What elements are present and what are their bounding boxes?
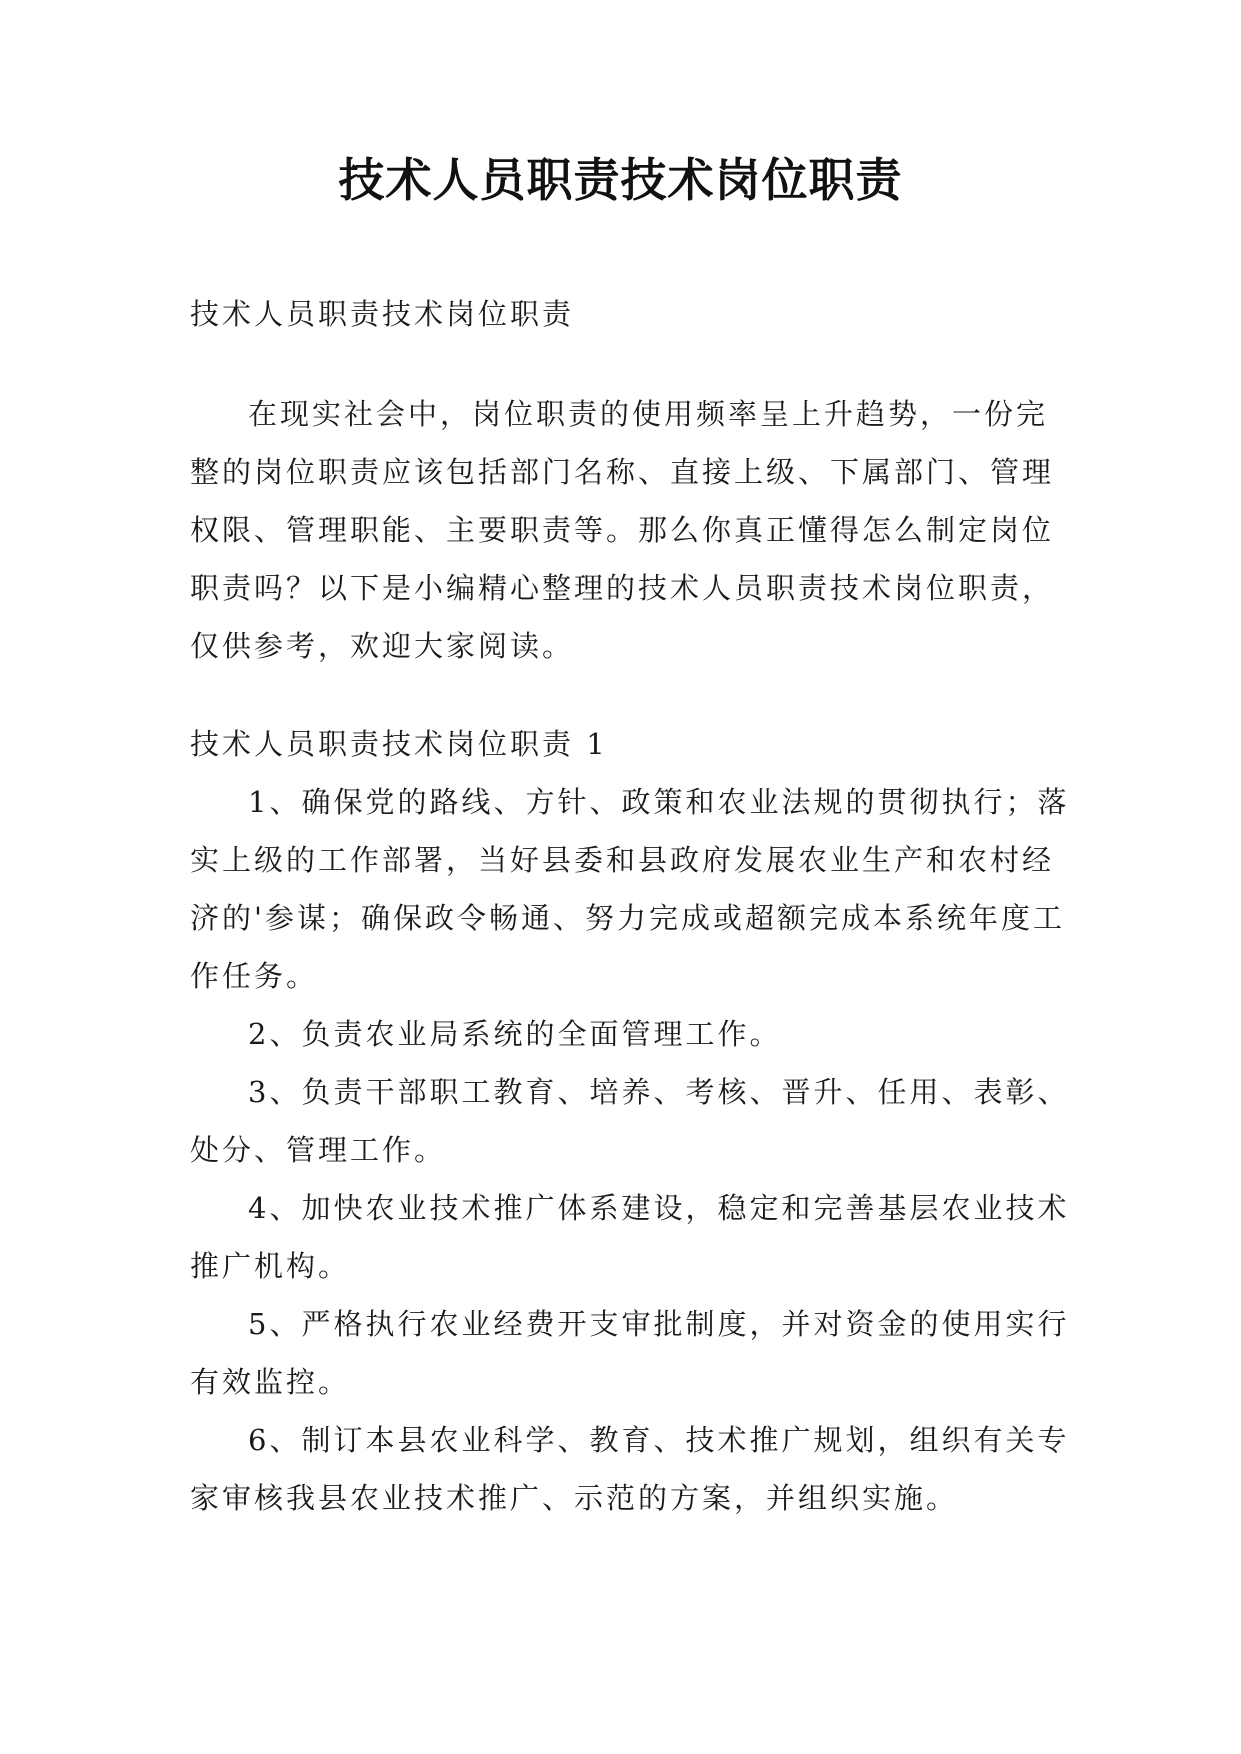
document-body xyxy=(190,285,1070,1527)
document-subtitle: 技术人员职责技术岗位职责 xyxy=(190,297,575,331)
intro-paragraph: 在现实社会中，岗位职责的使用频率呈上升趋势，一份完整的岗位职责应该包括部门名称、直接上级、下属部门、管理权限、管理职能、主要职责等。那么你真正懂得怎么制定岗位职责吗？以下是小编精心整理的技术人员职责技术岗位职责，仅供参考，欢迎大家阅读。 xyxy=(190,397,1055,663)
duty-item-5: 5、严格执行农业经费开支审批制度，并对资金的使用实行有效监控。 xyxy=(190,1307,1070,1399)
section-heading: 技术人员职责技术岗位职责 1 xyxy=(190,727,608,761)
duty-item-3: 3、负责干部职工教育、培养、考核、晋升、任用、表彰、处分、管理工作。 xyxy=(190,1075,1070,1167)
duty-item-2: 2、负责农业局系统的全面管理工作。 xyxy=(248,1017,782,1051)
duty-item-4: 4、加快农业技术推广体系建设，稳定和完善基层农业技术推广机构。 xyxy=(190,1191,1070,1283)
duty-item-6: 6、制订本县农业科学、教育、技术推广规划，组织有关专家审核我县农业技术推广、示范的方案，并组织实施。 xyxy=(190,1423,1070,1515)
duty-item-1: 1、确保党的路线、方针、政策和农业法规的贯彻执行；落实上级的工作部署，当好县委和县政府发展农业生产和农村经济的'参谋；确保政令畅通、努力完成或超额完成本系统年度工作任务。 xyxy=(190,785,1070,993)
document-title: 技术人员职责技术岗位职责 xyxy=(338,153,903,207)
